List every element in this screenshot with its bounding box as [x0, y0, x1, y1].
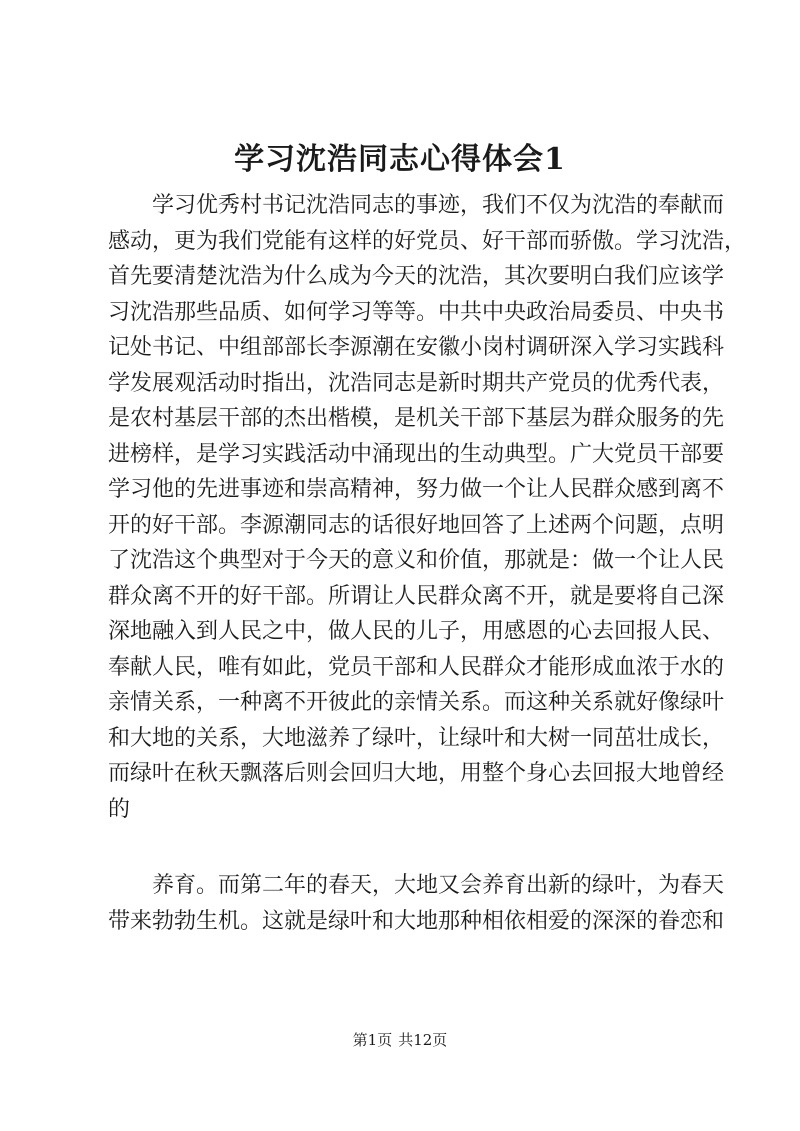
text-line: 的 — [108, 796, 131, 822]
text-line: 进榜样，是学习实践活动中涌现出的生动典型。广大党员干部要 — [108, 441, 725, 467]
text-line: 学习优秀村书记沈浩同志的事迹，我们不仅为沈浩的奉献而 — [152, 193, 725, 218]
text-line: 感动，更为我们党能有这样的好党员、好干部而骄傲。学习沈浩， — [108, 228, 747, 254]
text-line: 群众离不开的好干部。所谓让人民群众离不开，就是要将自己深 — [108, 583, 725, 609]
text-line: 是农村基层干部的杰出楷模，是机关干部下基层为群众服务的先 — [108, 406, 725, 431]
total-pages: 共12页 — [398, 1031, 448, 1049]
text-line: 而绿叶在秋天飘落后则会回归大地，用整个身心去回报大地曾经 — [108, 761, 725, 786]
text-line: 亲情关系，一种离不开彼此的亲情关系。而这种关系就好像绿叶 — [108, 690, 725, 715]
page-title: 学习沈浩同志心得体会1 — [234, 142, 566, 177]
text-line: 带来勃勃生机。这就是绿叶和大地那种相依相爱的深深的眷恋和 — [108, 908, 725, 934]
text-line: 奉献人民，唯有如此，党员干部和人民群众才能形成血浓于水的 — [108, 654, 725, 680]
text-line: 养育。而第二年的春天，大地又会养育出新的绿叶，为春天 — [152, 873, 725, 898]
text-line: 学发展观活动时指出，沈浩同志是新时期共产党员的优秀代表， — [108, 370, 725, 396]
page-number: 第1页 — [352, 1031, 393, 1049]
text-line: 开的好干部。李源潮同志的话很好地回答了上述两个问题，点明 — [108, 512, 725, 538]
text-line: 习沈浩那些品质、如何学习等等。中共中央政治局委员、中央书 — [108, 299, 725, 325]
text-line: 记处书记、中组部部长李源潮在安徽小岗村调研深入学习实践科 — [108, 335, 725, 360]
text-line: 深地融入到人民之中，做人民的儿子，用感恩的心去回报人民、 — [108, 619, 725, 644]
text-line: 了沈浩这个典型对于今天的意义和价值，那就是：做一个让人民 — [108, 548, 725, 573]
text-line: 和大地的关系，大地滋养了绿叶，让绿叶和大树一同茁壮成长， — [108, 725, 725, 751]
text-line: 首先要清楚沈浩为什么成为今天的沈浩，其次要明白我们应该学 — [108, 264, 725, 289]
paragraph-2 — [108, 868, 725, 939]
page-footer — [0, 1030, 800, 1050]
paragraph-1 — [108, 188, 747, 827]
text-line: 学习他的先进事迹和崇高精神，努力做一个让人民群众感到离不 — [108, 477, 725, 502]
